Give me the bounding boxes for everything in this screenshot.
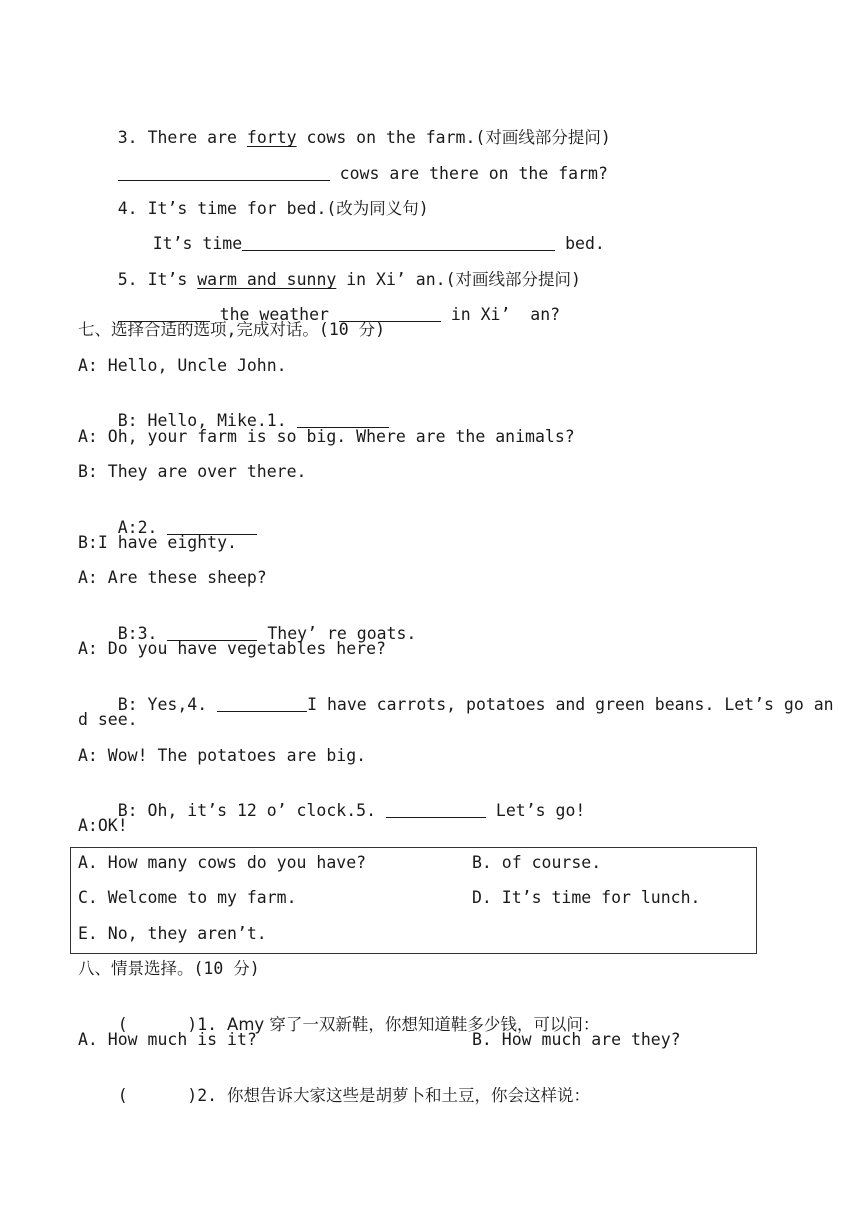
section-8-question-2 [78, 1066, 590, 1126]
question-5-answer-mid: the weather [209, 305, 339, 324]
answer-blank[interactable] [217, 695, 307, 712]
question-5-pre: It’s [147, 270, 198, 289]
option-e: E. No, they aren’t. [78, 924, 267, 943]
question-4-answer-pre: It’s time [152, 234, 243, 253]
question-text: Amy 穿了一双新鞋，你想知道鞋多少钱，可以问： [227, 1015, 600, 1034]
question-3-number: 3. [117, 128, 148, 147]
dialogue-text: B:3. [117, 624, 168, 643]
option-b: B. of course. [472, 853, 602, 872]
section-7-heading: 七、选择合适的选项,完成对话。(10 分) [78, 320, 386, 339]
dialogue-text: B: Yes,4. [117, 695, 218, 714]
answer-blank[interactable] [297, 411, 389, 428]
dialogue-line: A: Wow! The potatoes are big. [78, 746, 367, 765]
dialogue-line: d see. [78, 710, 138, 729]
question-5-number: 5. [117, 270, 148, 289]
dialogue-text: A:2. [117, 518, 168, 537]
question-3-answer-tail: cows are there on the farm? [329, 164, 608, 183]
question-text: 你想告诉大家这些是胡萝卜和土豆，你会这样说： [227, 1086, 591, 1105]
question-5-post: in Xi’ an.(对画线部分提问) [336, 270, 581, 289]
dialogue-line: B:I have eighty. [78, 533, 237, 552]
dialogue-text: They’ re goats. [257, 624, 417, 643]
question-3-pre: There are [147, 128, 247, 147]
dialogue-line [78, 781, 585, 841]
question-4-answer-tail: bed. [555, 234, 605, 253]
answer-blank[interactable] [386, 801, 486, 818]
option-d: D. It’s time for lunch. [472, 888, 701, 907]
question-5-underlined: warm and sunny [197, 270, 337, 289]
question-4-number: 4. [117, 199, 148, 218]
dialogue-text: B: Hello, Mike.1. [117, 411, 297, 430]
dialogue-line: A: Do you have vegetables here? [78, 639, 386, 658]
dialogue-line: A:OK! [78, 816, 128, 835]
question-3-underlined: forty [246, 128, 297, 147]
answer-blank[interactable] [242, 234, 555, 251]
dialogue-line [78, 675, 834, 735]
question-3-post: cows on the farm.(对画线部分提问) [296, 128, 611, 147]
section-8-question-1-option-b: B. How much are they? [472, 1030, 681, 1049]
answer-paren[interactable]: ( )2. [117, 1086, 228, 1105]
dialogue-text: I have carrots, potatoes and green beans. Let’s go an [307, 695, 834, 714]
options-box [70, 847, 757, 954]
dialogue-line: A: Hello, Uncle John. [78, 356, 287, 375]
option-c: C. Welcome to my farm. [78, 888, 297, 907]
section-8-question-1-option-a: A. How much is it? [78, 1030, 257, 1049]
question-4-text: It’s time for bed.(改为同义句) [147, 199, 429, 218]
dialogue-line: A: Are these sheep? [78, 568, 267, 587]
dialogue-line: A: Oh, your farm is so big. Where are the animals? [78, 427, 575, 446]
dialogue-line: B: They are over there. [78, 462, 307, 481]
dialogue-text: B: Oh, it’s 12 o’ clock.5. [117, 801, 386, 820]
question-5-answer-tail: in Xi’ an? [440, 305, 561, 324]
option-a: A. How many cows do you have? [78, 853, 367, 872]
dialogue-text: Let’s go! [485, 801, 586, 820]
section-8-heading: 八、情景选择。(10 分) [78, 959, 260, 978]
answer-paren[interactable]: ( )1. [117, 1015, 228, 1034]
